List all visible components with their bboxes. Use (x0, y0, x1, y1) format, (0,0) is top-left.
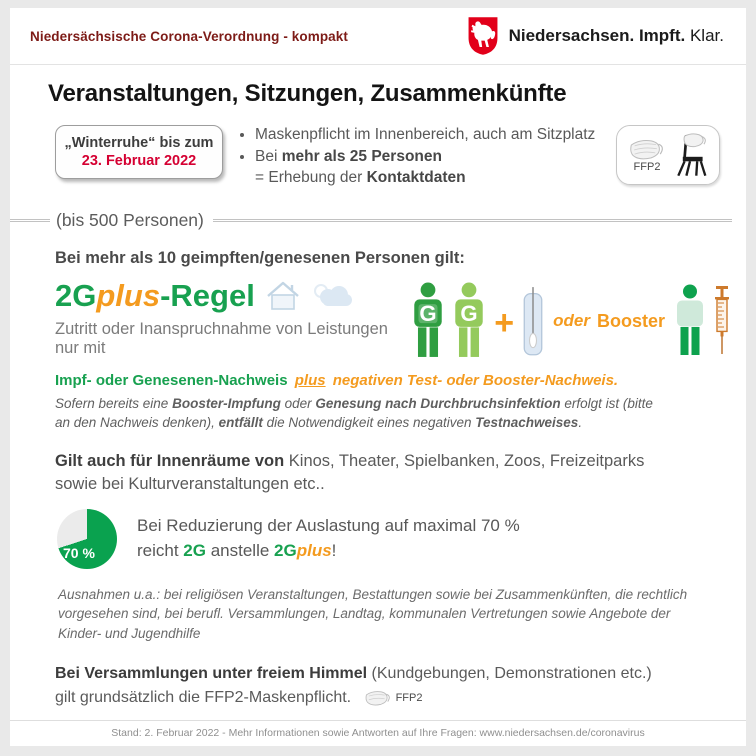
outdoor-line2: gilt grundsätzlich die FFP2-Maskenpflicht. FFP2 (55, 689, 423, 707)
indoor-scope-text: Gilt auch für Innenräume von Kinos, Theater, Spielbanken, Zoos, Freizeitparks sowie bei Kulturveranstaltungen etc.. (55, 451, 645, 493)
state-crest-icon (466, 15, 500, 57)
capacity-reduction-row (57, 509, 746, 569)
ffp2-mask-icon (364, 689, 392, 708)
cloud-icon (311, 283, 353, 309)
rule-2gplus-text (55, 278, 410, 358)
document-kicker: Niedersächsische Corona-Verordnung - kompakt (30, 28, 348, 44)
svg-text:G: G (460, 300, 478, 326)
pie-chart-70-percent (57, 509, 117, 569)
bullet-kontaktdaten: • Bei mehr als 25 Personen = Erhebung der Kontaktdaten (255, 147, 616, 189)
rule-heading-text: 2Gplus-Regel (55, 277, 255, 313)
oder-booster-label (553, 311, 665, 332)
ffp2-mask-group (628, 137, 666, 173)
plus-icon: + (494, 303, 515, 342)
outdoor-mask-group (364, 689, 423, 708)
content-card (10, 8, 746, 746)
logo-text (509, 26, 724, 46)
pie-label: 70 % (63, 544, 95, 561)
booster-note: Sofern bereits eine Booster-Impfung oder Genesung nach Durchbruchsinfektion erfolgt ist (bitte an den Nachweis denken), entfällt die Notwendigkeit eines negativen Testnachweises. (55, 395, 653, 430)
footer-note: Stand: 2. Februar 2022 - Mehr Informationen sowie Antworten auf Ihre Fragen: www.niedersachsen.de/coronavirus (10, 720, 746, 746)
proof-icon-row (410, 272, 732, 358)
condition-heading: Bei mehr als 10 geimpften/genesenen Personen gilt: (55, 248, 465, 267)
ffp2-mask-icon (628, 137, 666, 163)
outdoor-ffp2-label: FFP2 (395, 691, 423, 704)
capacity-text: (bis 500 Personen) (56, 209, 204, 230)
outdoor-assembly-text (55, 662, 746, 710)
bullet-maskenpflicht: • Maskenpflicht im Innenbereich, auch am Sitzplatz (255, 125, 616, 146)
divider-line-left (10, 219, 50, 222)
logo-text-light: Klar. (689, 26, 724, 45)
exceptions-note: Ausnahmen u.a.: bei religiösen Veranstaltungen, Bestattungen sowie bei Zusammenkünften, die rechtlich vorgesehen sind, bei berufl. Versammlungen, Landtag, kommunalen Vertretungen sowie Angebote der Kinder- und Jugendhilfe (58, 586, 688, 641)
boosted-person-icon (673, 282, 707, 358)
winterruhe-label: „Winterruhe“ bis zum (64, 135, 214, 151)
rule-2gplus-subtitle: Zutritt oder Inanspruchnahme von Leistungen nur mit (55, 319, 388, 357)
winterruhe-box (55, 125, 223, 179)
reduction-line2: reicht 2G anstelle 2Gplus! (137, 540, 337, 560)
header-bar (10, 8, 746, 65)
capacity-divider (10, 210, 746, 231)
rule-2gplus-heading (55, 278, 410, 314)
rules-bullet-list (237, 125, 616, 190)
bullet-kontaktdaten-line2: = Erhebung der Kontaktdaten (255, 168, 466, 186)
top-row (55, 125, 720, 190)
page-title: Veranstaltungen, Sitzungen, Zusammenkünfte (48, 80, 567, 107)
reduction-line1: Bei Reduzierung der Auslastung auf maximal 70 % (137, 516, 520, 536)
house-icon (265, 280, 301, 312)
oder-text: oder (553, 311, 590, 331)
niedersachsen-logo (466, 15, 724, 57)
ffp2-label: FFP2 (633, 161, 661, 173)
reduction-text (137, 514, 520, 563)
ffp2-seat-badge (616, 125, 720, 185)
test-swab-icon (521, 286, 545, 358)
logo-text-bold: Niedersachsen. Impft. (508, 26, 686, 45)
chair-with-mask-icon (672, 132, 708, 178)
vaccinated-person-icon (410, 282, 446, 358)
booster-text: Booster (596, 310, 665, 331)
outdoor-line1: Bei Versammlungen unter freiem Himmel (Kundgebungen, Demonstrationen etc.) (55, 665, 652, 683)
divider-line-right (213, 219, 732, 222)
rule-2gplus-row (55, 278, 732, 358)
syringe-icon (712, 282, 732, 358)
recovered-person-icon (451, 282, 487, 358)
nachweis-rule-line: Impf- oder Genesenen-Nachweis plus negativen Test- oder Booster-Nachweis. (55, 371, 619, 389)
svg-text:G: G (419, 300, 437, 326)
winterruhe-date: 23. Februar 2022 (81, 153, 197, 169)
